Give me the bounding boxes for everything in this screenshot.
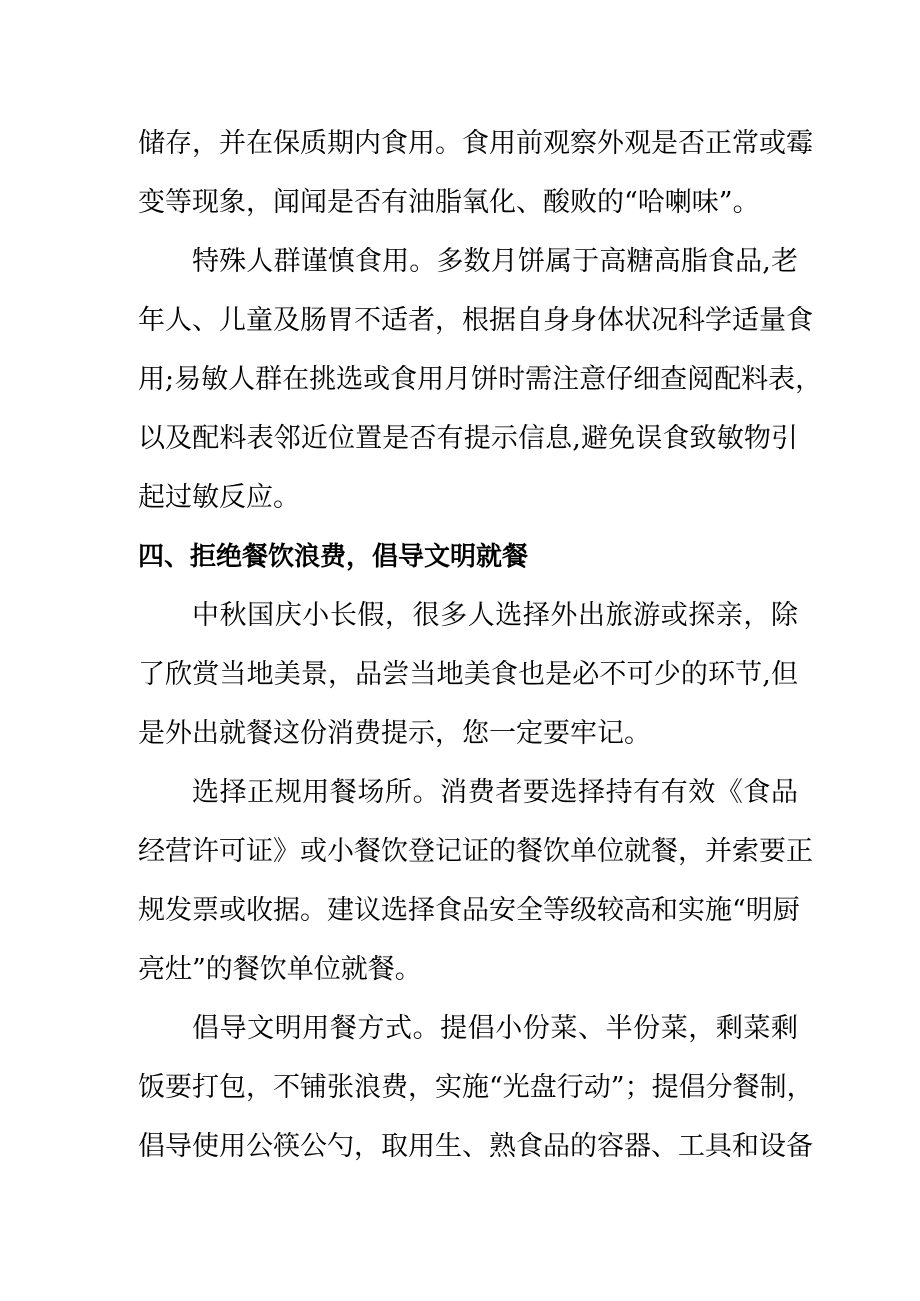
paragraph-line: 中秋国庆小长假，很多人选择外出旅游或探亲，除 bbox=[192, 600, 798, 631]
paragraph-line: 倡导文明用餐方式。提倡小份菜、半份菜，剩菜剩 bbox=[192, 1013, 798, 1044]
paragraph-line: 以及配料表邻近位置是否有提示信息,避免误食致敏物引 bbox=[138, 423, 798, 454]
paragraph-line: 了欣赏当地美景，品尝当地美食也是必不可少的环节,但 bbox=[138, 659, 798, 690]
paragraph-line: 特殊人群谨慎食用。多数月饼属于高糖高脂食品,老 bbox=[192, 246, 798, 277]
paragraph-line: 饭要打包，不铺张浪费，实施“光盘行动”；提倡分餐制， bbox=[138, 1072, 814, 1103]
paragraph-line: 变等现象，闻闻是否有油脂氧化、酸败的“哈喇味”。 bbox=[138, 187, 760, 218]
paragraph-line: 起过敏反应。 bbox=[138, 482, 300, 513]
document-body bbox=[138, 120, 823, 1182]
paragraph-line: 选择正规用餐场所。消费者要选择持有有效《食品 bbox=[192, 777, 798, 808]
paragraph-line: 储存，并在保质期内食用。食用前观察外观是否正常或霉 bbox=[138, 128, 813, 159]
paragraph-line: 用;易敏人群在挑选或食用月饼时需注意仔细查阅配料表， bbox=[138, 364, 823, 395]
paragraph-line: 亮灶”的餐饮单位就餐。 bbox=[138, 954, 422, 985]
paragraph-line: 倡导使用公筷公勺，取用生、熟食品的容器、工具和设备 bbox=[138, 1131, 813, 1162]
paragraph-line: 是外出就餐这份消费提示，您一定要牢记。 bbox=[138, 718, 651, 749]
paragraph-line: 经营许可证》或小餐饮登记证的餐饮单位就餐，并索要正 bbox=[138, 836, 813, 867]
paragraph-line: 规发票或收据。建议选择食品安全等级较高和实施“明厨 bbox=[138, 895, 800, 926]
section-heading: 四、拒绝餐饮浪费，倡导文明就餐 bbox=[138, 542, 529, 572]
paragraph-line: 年人、儿童及肠胃不适者，根据自身身体状况科学适量食 bbox=[138, 305, 813, 336]
